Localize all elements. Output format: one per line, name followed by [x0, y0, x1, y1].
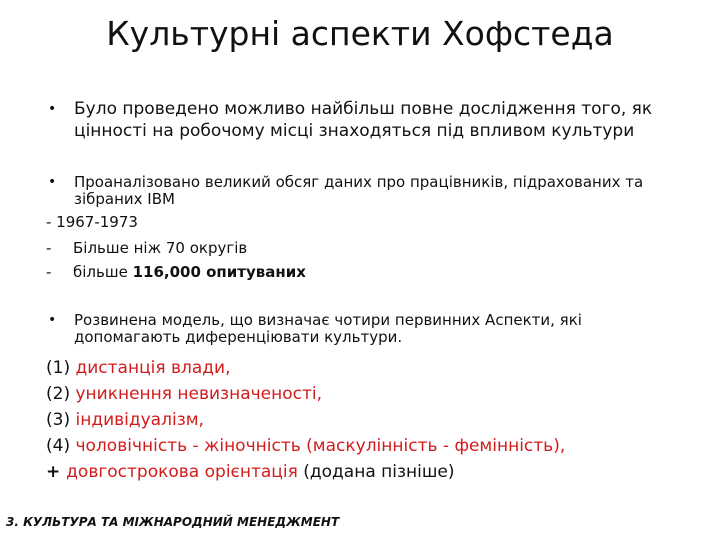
bullet-study — [48, 98, 688, 142]
aspect-text: дистанція влади, — [75, 358, 231, 378]
aspect-note: (додана пізніше) — [297, 462, 455, 482]
respondents-prefix: більше — [73, 263, 133, 281]
aspect-text: довгострокова орієнтація — [66, 462, 298, 482]
footer-section-title: 3. КУЛЬТУРА ТА МІЖНАРОДНИЙ МЕНЕДЖМЕНТ — [6, 515, 340, 529]
respondents-count: 116,000 опитуваних — [132, 263, 306, 281]
aspects-list — [46, 355, 706, 485]
aspect-text: чоловічність - жіночність (маскулінність - фемінність), — [75, 436, 566, 456]
respondents-line — [46, 264, 306, 281]
plus-marker: + — [46, 462, 67, 482]
countries-line — [46, 240, 247, 257]
aspect-number: (4) — [46, 436, 76, 456]
bullet-model — [48, 312, 688, 346]
aspect-item — [46, 355, 706, 381]
dash-marker: - — [46, 239, 52, 257]
aspect-item — [46, 407, 706, 433]
dash-marker: - — [46, 263, 52, 281]
bullet-marker: • — [48, 101, 57, 117]
bullet-marker: • — [48, 312, 57, 328]
aspect-text: уникнення невизначеності, — [75, 384, 323, 404]
aspect-number: (1) — [46, 358, 76, 378]
years-line: - 1967-1973 — [46, 213, 138, 231]
bullet-data-text: Проаналізовано великий обсяг даних про працівників, підрахованих та зібраних IBM — [74, 173, 644, 208]
bullet-study-text: Було проведено можливо найбільш повне дослідження того, як цінності на робочому місці знаходяться під впливом культури — [74, 99, 653, 141]
countries-text: Більше ніж 70 округів — [73, 239, 248, 257]
aspect-text: індивідуалізм, — [75, 410, 204, 430]
aspect-item — [46, 433, 706, 459]
aspect-item-extra — [46, 459, 706, 485]
aspect-item — [46, 381, 706, 407]
bullet-marker: • — [48, 174, 57, 190]
aspect-number: (3) — [46, 410, 76, 430]
aspect-number: (2) — [46, 384, 76, 404]
bullet-model-text: Розвинена модель, що визначає чотири первинних Аспекти, які допомагають диференціювати культури. — [74, 311, 582, 346]
bullet-data — [48, 174, 688, 208]
slide-title: Культурні аспекти Хофстеда — [106, 14, 614, 53]
